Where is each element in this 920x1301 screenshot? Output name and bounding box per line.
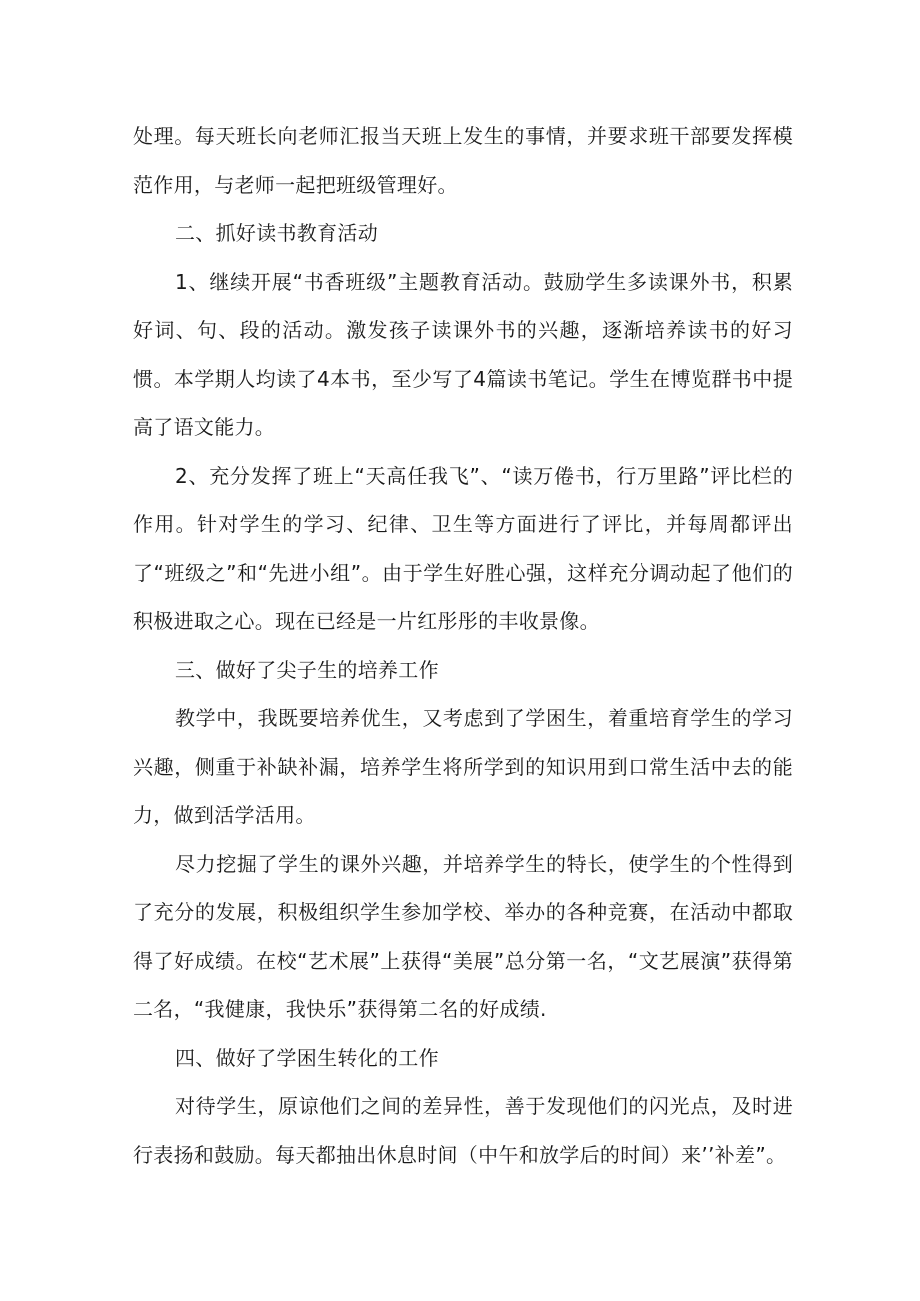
paragraph-class-management-end: 处理。每天班长向老师汇报当天班上发生的事情，并要求班干部要发挥模范作用，与老师一起把班级管理好。 <box>133 124 793 197</box>
section-heading-struggling-students: 四、做好了学困生转化的工作 <box>175 1045 439 1070</box>
section-heading-top-students: 三、做好了尖子生的培养工作 <box>175 657 439 682</box>
paragraph-struggling-students: 对待学生，原谅他们之间的差异性，善于发现他们的闪光点，及时进行表扬和鼓励。每天都抽出休息时间（中午和放学后的时间）来’’补差”。 <box>133 1094 793 1167</box>
paragraph-top-students-1: 教学中，我既要培养优生，又考虑到了学困生，着重培育学生的学习兴趣，侧重于补缺补漏，培养学生将所学到的知识用到口常生活中去的能力，做到活学活用。 <box>133 706 793 827</box>
paragraph-reading-activity-1: 1、继续开展“书香班级”主题教育活动。鼓励学生多读课外书，积累好词、句、段的活动。激发孩子读课外书的兴趣，逐渐培养读书的好习惯。本学期人均读了4本书，至少写了4篇读书笔记。学生在博览群书中提高了语文能力。 <box>133 269 793 439</box>
paragraph-reading-activity-2: 2、充分发挥了班上“天高任我飞”、“读万倦书，行万里路”评比栏的作用。针对学生的学习、纪律、卫生等方面进行了评比，并每周都评出了“班级之”和“先进小组”。由于学生好胜心强，这样充分调动起了他们的积极进取之心。现在已经是一片红彤彤的丰收景像。 <box>133 463 793 633</box>
section-heading-reading: 二、抓好读书教育活动 <box>175 221 378 245</box>
paragraph-top-students-2: 尽力挖掘了学生的课外兴趣，并培养学生的特长，使学生的个性得到了充分的发展，积极组织学生参加学校、举办的各种竞赛，在活动中都取得了好成绩。在校“艺术展”上获得“美展”总分第一名，“文艺展演”获得第二名，“我健康，我快乐”获得第二名的好成绩. <box>133 851 793 1021</box>
document-body <box>133 112 793 1179</box>
